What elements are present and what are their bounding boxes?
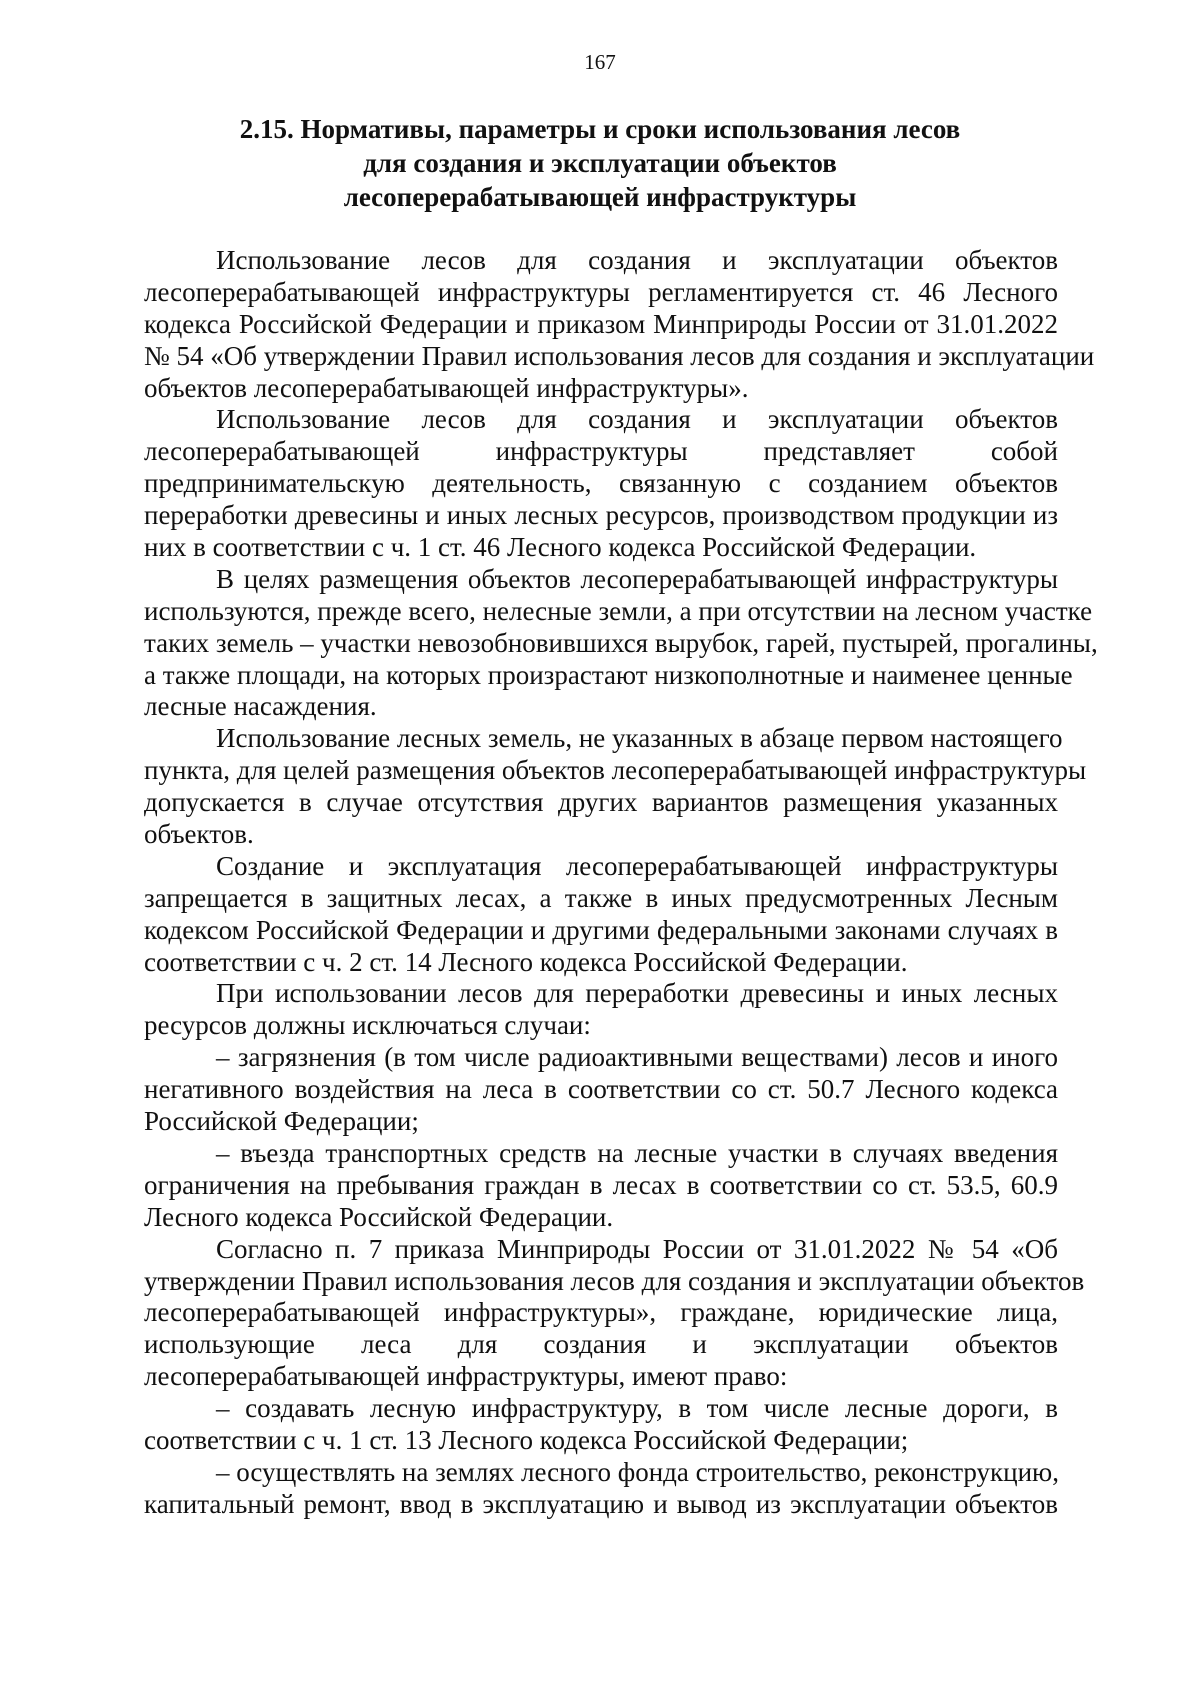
section-heading-line: лесоперерабатывающей инфраструктуры	[343, 182, 857, 212]
body-text	[144, 245, 1098, 1521]
body-text-line: допускается в случае отсутствия других вариантов размещения указанных	[144, 787, 1058, 818]
body-text-line: – загрязнения (в том числе радиоактивными веществами) лесов и иного	[216, 1042, 1058, 1073]
body-text-line: – осуществлять на землях лесного фонда строительство, реконструкцию,	[216, 1456, 1059, 1487]
body-text-line: них в соответствии с ч. 1 ст. 46 Лесного кодекса Российской Федерации.	[144, 532, 977, 563]
body-text-line: лесоперерабатывающей инфраструктуры регламентируется ст. 46 Лесного	[144, 276, 1058, 307]
body-text-line: Лесного кодекса Российской Федерации.	[144, 1201, 614, 1232]
body-text-line: кодекса Российской Федерации и приказом Минприроды России от 31.01.2022	[144, 308, 1058, 339]
body-text-line: Российской Федерации;	[144, 1106, 419, 1137]
body-text-line: – въезда транспортных средств на лесные участки в случаях введения	[216, 1137, 1058, 1168]
body-text-line: а также площади, на которых произрастают низкополнотные и наименее ценные	[144, 659, 1073, 690]
body-text-line: утверждении Правил использования лесов для создания и эксплуатации объектов	[144, 1265, 1085, 1296]
body-text-line: При использовании лесов для переработки древесины и иных лесных	[216, 978, 1058, 1009]
section-heading	[150, 112, 1050, 214]
body-text-line: запрещается в защитных лесах, а также в иных предусмотренных Лесным	[144, 882, 1058, 913]
body-text-line: В целях размещения объектов лесоперерабатывающей инфраструктуры	[216, 563, 1058, 594]
body-text-line: Использование лесов для создания и эксплуатации объектов	[216, 404, 1058, 435]
body-text-line: Использование лесов для создания и эксплуатации объектов	[216, 245, 1058, 275]
body-text-line: лесоперерабатывающей инфраструктуры представляет собой	[144, 436, 1058, 467]
body-text-line: лесные насаждения.	[144, 691, 377, 722]
body-text-line: переработки древесины и иных лесных ресурсов, производством продукции из	[144, 500, 1058, 531]
body-text-line: предпринимательскую деятельность, связанную с созданием объектов	[144, 468, 1058, 499]
body-text-line: Согласно п. 7 приказа Минприроды России от 31.01.2022 № 54 «Об	[216, 1233, 1058, 1264]
section-heading-line: 2.15. Нормативы, параметры и сроки использования лесов	[239, 114, 961, 144]
body-text-line: № 54 «Об утверждении Правил использования лесов для создания и эксплуатации	[144, 340, 1095, 371]
body-text-line: ресурсов должны исключаться случаи:	[144, 1010, 591, 1041]
body-text-line: лесоперерабатывающей инфраструктуры», граждане, юридические лица,	[144, 1297, 1058, 1328]
body-text-line: пункта, для целей размещения объектов лесоперерабатывающей инфраструктуры	[144, 755, 1087, 786]
body-text-line: соответствии с ч. 1 ст. 13 Лесного кодекса Российской Федерации;	[144, 1424, 909, 1455]
body-text-line: Создание и эксплуатация лесоперерабатывающей инфраструктуры	[216, 850, 1058, 881]
body-text-line: негативного воздействия на леса в соответствии со ст. 50.7 Лесного кодекса	[144, 1074, 1058, 1105]
body-text-line: кодексом Российской Федерации и другими федеральными законами случаях в	[144, 914, 1058, 945]
body-text-line: объектов.	[144, 819, 254, 850]
body-text-line: использующие леса для создания и эксплуатации объектов	[144, 1329, 1058, 1360]
body-text-line: – создавать лесную инфраструктуру, в том числе лесные дороги, в	[216, 1393, 1058, 1424]
body-text-line: используются, прежде всего, нелесные земли, а при отсутствии на лесном участке	[144, 595, 1093, 626]
page-number: 167	[584, 50, 616, 74]
body-text-line: таких земель – участки невозобновившихся вырубок, гарей, пустырей, прогалины,	[144, 627, 1098, 658]
section-heading-line: для создания и эксплуатации объектов	[363, 148, 837, 178]
body-text-line: Использование лесных земель, не указанных в абзаце первом настоящего	[216, 723, 1063, 754]
body-text-line: капитальный ремонт, ввод в эксплуатацию и вывод из эксплуатации объектов	[144, 1488, 1058, 1519]
body-text-line: лесоперерабатывающей инфраструктуры, имеют право:	[144, 1361, 788, 1392]
body-text-line: соответствии с ч. 2 ст. 14 Лесного кодекса Российской Федерации.	[144, 946, 908, 977]
body-text-line: объектов лесоперерабатывающей инфраструктуры».	[144, 372, 749, 403]
body-text-line: ограничения на пребывания граждан в лесах в соответствии со ст. 53.5, 60.9	[144, 1169, 1058, 1200]
